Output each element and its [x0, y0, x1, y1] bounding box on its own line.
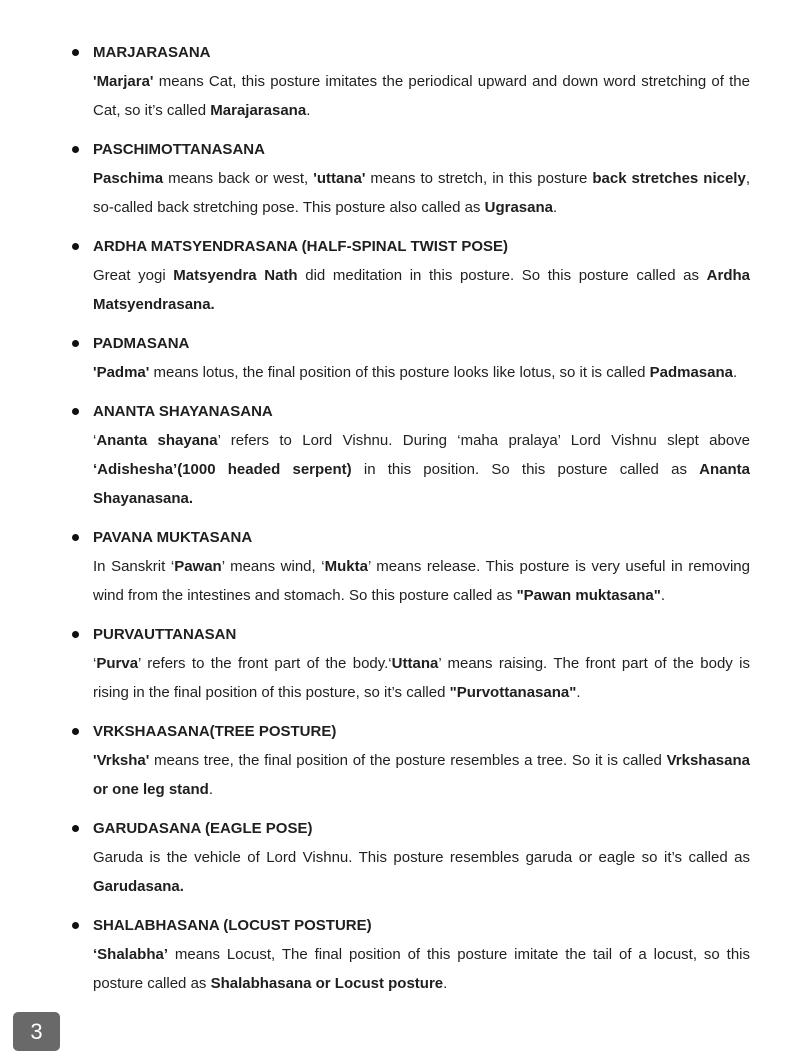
- text-run: .: [732, 364, 738, 381]
- list-item: [72, 814, 750, 901]
- text-run: .: [660, 587, 666, 604]
- bullet-icon: [72, 922, 79, 929]
- page-number-badge: [13, 1012, 60, 1051]
- text-run: Ardha Matsyendrasana.: [93, 267, 750, 313]
- text-run: ’ means release. This posture is very useful in removing wind from the intestines and stomach. So this posture called as: [93, 558, 750, 604]
- bullet-icon: [72, 146, 79, 153]
- list-item: [72, 135, 750, 222]
- item-body: [93, 843, 750, 901]
- text-run: "Purvottanasana": [449, 684, 577, 701]
- text-run: .: [576, 684, 581, 701]
- list-item: [72, 329, 750, 387]
- text-run: Garuda is the vehicle of Lord Vishnu. This posture resembles garuda or eagle so it’s called as: [93, 849, 750, 866]
- list-item: [72, 911, 750, 998]
- item-heading: GARUDASANA (EAGLE POSE): [93, 820, 313, 837]
- text-run: Pawan: [174, 558, 222, 575]
- bullet-icon: [72, 534, 79, 541]
- list-item: [72, 717, 750, 804]
- text-run: means back or west,: [163, 170, 314, 187]
- text-run: Ananta Shayanasana.: [93, 461, 750, 507]
- list-item: [72, 38, 750, 125]
- text-run: means tree, the final position of the posture resembles a tree. So it is called: [149, 752, 667, 769]
- text-run: Matsyendra Nath: [173, 267, 298, 284]
- page-number: 3: [30, 1018, 43, 1044]
- text-run: Paschima: [93, 170, 164, 187]
- bullet-icon: [72, 825, 79, 832]
- text-run: Purva: [96, 655, 139, 672]
- item-body: [93, 261, 750, 319]
- bullet-icon: [72, 631, 79, 638]
- bullet-icon: [72, 728, 79, 735]
- item-body: [93, 164, 750, 222]
- item-body: [93, 746, 750, 804]
- text-run: In Sanskrit ‘: [93, 558, 175, 575]
- item-heading: PAVANA MUKTASANA: [93, 529, 253, 546]
- asana-list: [72, 38, 750, 998]
- text-run: ’ means raising. The front part of the body is rising in the final position of this posture, so it’s called: [93, 655, 750, 701]
- text-run: Padmasana: [649, 364, 733, 381]
- item-body: [93, 940, 750, 998]
- text-run: means lotus, the final position of this posture looks like lotus, so it is called: [149, 364, 650, 381]
- text-run: 'Padma': [93, 364, 150, 381]
- text-run: ‘: [93, 432, 97, 449]
- item-heading: ARDHA MATSYENDRASANA (HALF-SPINAL TWIST POSE): [93, 238, 508, 255]
- text-run: ‘Adishesha’(1000 headed serpent): [93, 461, 352, 478]
- bullet-icon: [72, 243, 79, 250]
- text-run: ’ means wind, ‘: [221, 558, 325, 575]
- text-run: in this position. So this posture called as: [351, 461, 700, 478]
- list-item: [72, 232, 750, 319]
- text-run: "Pawan muktasana": [516, 587, 661, 604]
- item-heading: SHALABHASANA (LOCUST POSTURE): [93, 917, 372, 934]
- text-run: means to stretch, in this posture: [365, 170, 593, 187]
- document-page: [0, 38, 799, 1044]
- text-run: .: [443, 975, 448, 992]
- item-body: [93, 358, 750, 387]
- text-run: back stretches nicely: [592, 170, 746, 187]
- item-heading: VRKSHAASANA(TREE POSTURE): [93, 723, 337, 740]
- item-heading: PURVAUTTANASAN: [93, 626, 237, 643]
- item-heading: PASCHIMOTTANASANA: [93, 141, 265, 158]
- text-run: as: [190, 975, 211, 992]
- text-run: Great yogi: [93, 267, 174, 284]
- text-run: , so-called back stretching pose. This posture also called as: [93, 170, 750, 216]
- text-run: Shalabhasana or Locust posture: [210, 975, 444, 992]
- text-run: means Cat, this posture imitates the periodical upward and down word stretching of the Cat, so it’s called: [93, 73, 750, 119]
- text-run: means Locust, The final position of this posture imitate the tail of a locust, so this posture called: [93, 946, 750, 992]
- text-run: did meditation in this posture. So this posture called as: [297, 267, 707, 284]
- list-item: [72, 523, 750, 610]
- item-body: [93, 649, 750, 707]
- text-run: .: [552, 199, 558, 216]
- text-run: 'Vrksha': [93, 752, 150, 769]
- item-heading: MARJARASANA: [93, 44, 211, 61]
- text-run: Ugrasana: [484, 199, 553, 216]
- text-run: .: [306, 102, 311, 119]
- text-run: Uttana: [391, 655, 439, 672]
- text-run: ‘Shalabha’: [93, 946, 169, 963]
- text-run: Vrkshasana or one leg stand: [93, 752, 750, 798]
- text-run: Ananta shayana: [96, 432, 218, 449]
- list-item: [72, 397, 750, 513]
- item-body: [93, 552, 750, 610]
- text-run: ’ refers to Lord Vishnu. During ‘maha pralaya’ Lord Vishnu slept above: [217, 432, 751, 449]
- text-run: Garudasana.: [93, 878, 184, 895]
- text-run: Mukta: [324, 558, 368, 575]
- list-item: [72, 620, 750, 707]
- text-run: Marajarasana: [210, 102, 307, 119]
- item-heading: PADMASANA: [93, 335, 190, 352]
- item-body: [93, 67, 750, 125]
- text-run: 'uttana': [313, 170, 366, 187]
- item-heading: ANANTA SHAYANASANA: [93, 403, 273, 420]
- text-run: ’ refers to the front part of the body.‘: [138, 655, 392, 672]
- text-run: 'Marjara': [93, 73, 154, 90]
- text-run: ‘: [93, 655, 97, 672]
- bullet-icon: [72, 408, 79, 415]
- item-body: [93, 426, 750, 513]
- bullet-icon: [72, 49, 79, 56]
- text-run: .: [208, 781, 214, 798]
- bullet-icon: [72, 340, 79, 347]
